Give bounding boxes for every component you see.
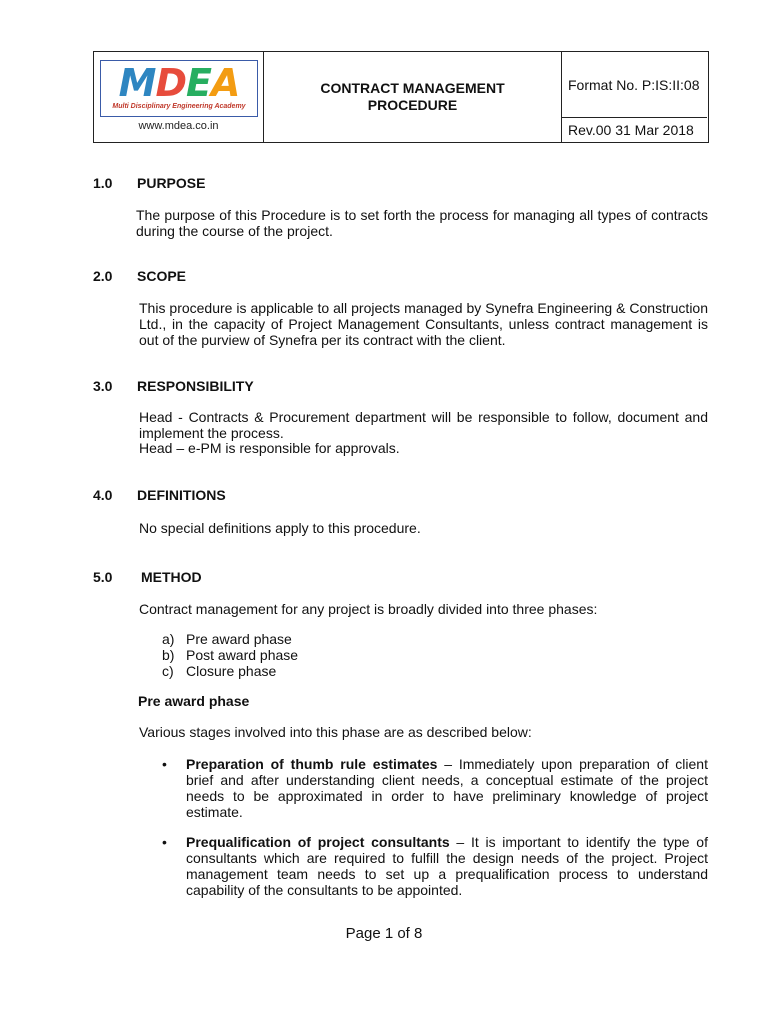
list-text: Post award phase <box>186 647 299 663</box>
format-number: Format No. P:IS:II:08 <box>562 52 707 118</box>
bullet-title: Preparation of thumb rule estimates <box>186 756 438 772</box>
section-number: 5.0 <box>93 569 113 585</box>
section-title: SCOPE <box>137 268 187 284</box>
logo-tagline: Multi Disciplinary Engineering Academy <box>112 103 246 110</box>
list-text: Pre award phase <box>186 631 292 647</box>
section-number: 3.0 <box>93 378 113 394</box>
section-title: DEFINITIONS <box>137 487 226 503</box>
logo-letter-a: A <box>210 61 240 105</box>
logo-letter-d: D <box>155 61 186 105</box>
document-title-line1: CONTRACT MANAGEMENT <box>320 80 505 96</box>
bullet-body: – It is important to identify the type of consultants which are required to fulfill the design needs of the project. Project management team needs to set up a prequalification process to understand capability of the consultants to be appointed. <box>186 834 708 898</box>
list-marker: b) <box>162 647 175 663</box>
logo-letter-m: M <box>118 61 156 105</box>
bullet-body: – Immediately upon preparation of client brief and after understanding client needs, a conceptual estimate of the project needs to be approximated in order to have preliminary knowledge of project estimate. <box>186 756 708 820</box>
section-title: METHOD <box>141 569 202 585</box>
logo-cell <box>94 52 264 142</box>
section-definitions-body: No special definitions apply to this procedure. <box>139 520 421 536</box>
stages-intro: Various stages involved into this phase are as described below: <box>139 724 532 740</box>
document-title <box>264 52 562 142</box>
section-method-intro: Contract management for any project is broadly divided into three phases: <box>139 601 598 617</box>
logo-letter-e: E <box>185 61 211 105</box>
logo-url: www.mdea.co.in <box>138 120 219 132</box>
bullet-item <box>186 834 708 898</box>
section-title: RESPONSIBILITY <box>137 378 254 394</box>
document-title-line2: PROCEDURE <box>367 97 458 113</box>
list-marker: a) <box>162 631 175 647</box>
revision-date: Rev.00 31 Mar 2018 <box>568 122 694 138</box>
section-scope-body: This procedure is applicable to all projects managed by Synefra Engineering & Construction Ltd., in the capacity of Project Management Consultants, unless contract management is out of the purview of Synefra per its contract with the client. <box>139 300 708 348</box>
section-title: PURPOSE <box>137 175 206 191</box>
list-text: Closure phase <box>186 663 277 679</box>
mdea-logo <box>100 60 258 117</box>
page-number: Page 1 of 8 <box>345 925 423 942</box>
list-marker: c) <box>162 663 174 679</box>
document-header-table <box>93 51 709 143</box>
document-meta-cell <box>562 52 707 142</box>
subsection-heading: Pre award phase <box>138 693 250 709</box>
section-responsibility-line1: Head - Contracts & Procurement department will be responsible to follow, document and implement the process. <box>139 409 708 441</box>
section-responsibility-line2: Head – e-PM is responsible for approvals. <box>139 440 400 456</box>
section-number: 2.0 <box>93 268 113 284</box>
section-number: 1.0 <box>93 175 113 191</box>
bullet-marker: • <box>162 834 167 850</box>
logo-wordmark <box>101 61 257 105</box>
bullet-title: Prequalification of project consultants <box>186 834 450 850</box>
section-purpose-body: The purpose of this Procedure is to set forth the process for managing all types of contracts during the course of the project. <box>136 207 708 239</box>
bullet-marker: • <box>162 756 167 772</box>
section-number: 4.0 <box>93 487 113 503</box>
bullet-item <box>186 756 708 820</box>
